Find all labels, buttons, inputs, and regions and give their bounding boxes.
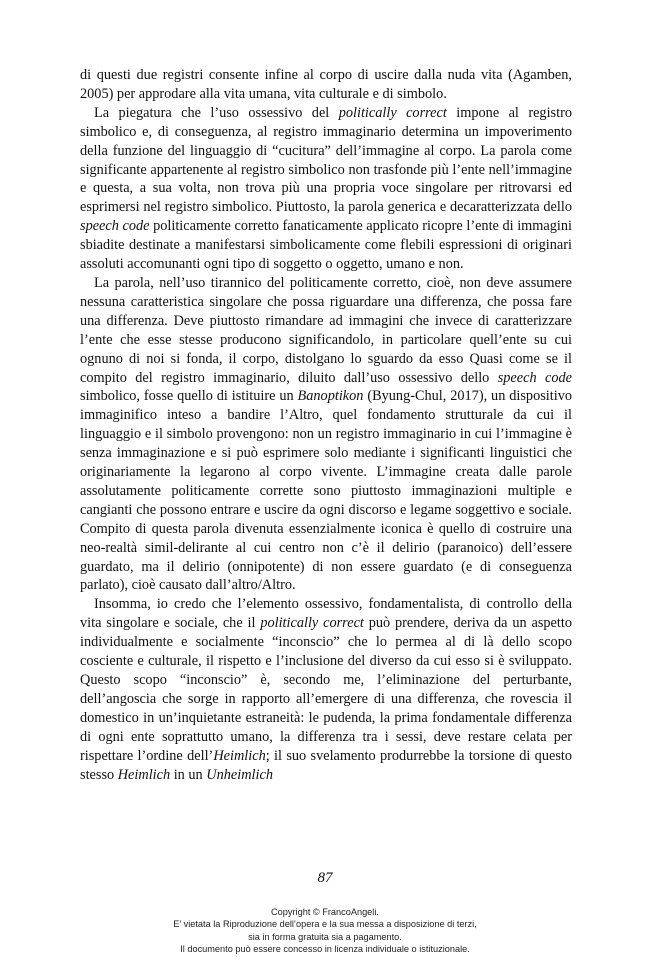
text-run: impone al registro simbolico e, di conseguenza, al registro immaginario determina un impoverimento della funzione del linguaggio di “cucitura” dell’immagine al corpo. La parola come significante appartenente al registro simbolico non trasfonde più l’ente nell’immagine e questa, a sua volta, non trova più una propria voce singolare per ritrovarsi ed esprimersi nel registro simbolico. Piuttosto, la parola generica e decaratterizzata dello bbox=[80, 104, 572, 216]
text-run: Insomma, io credo che l’elemento ossessivo, fondamentalista, di controllo della vita singolare e sociale, che il bbox=[80, 596, 572, 632]
italic-term: Heimlich bbox=[117, 766, 171, 783]
copyright-footer bbox=[0, 906, 650, 956]
italic-term: politically correct bbox=[260, 615, 364, 632]
text-run: politicamente corretto fanaticamente applicato ricopre l’ente di immagini sbiadite destinate a manifestarsi simbolicamente come flebili espressioni di originari assoluti accomunanti ogni tipo di soggetto o oggetto, umano e non. bbox=[80, 218, 572, 273]
italic-term: Unheimlich bbox=[206, 766, 273, 783]
text-run: simbolico, fosse quello di istituire un bbox=[80, 388, 298, 405]
text-run: può prendere, deriva da un aspetto individualmente e socialmente “inconscio” che lo permea al di là dello scopo cosciente e culturale, il rispetto e l’inclusione del diverso da cui esso si è sviluppato. Questo scopo “inconscio” è, secondo me, l’eliminazione del perturbante, dell’angoscia che sorge in rapporto all’emergere di una differenza, che rovescia il domestico in un’inquietante estraneità: le pudenda, la prima fondamentale differenza di ogni ente soprattutto umano, la differenza tra i sessi, deve restare celata per rispettare l’ordine dell’ bbox=[80, 615, 572, 764]
paragraph-1 bbox=[80, 66, 572, 104]
free-or-paid-notice: sia in forma gratuita sia a pagamento. bbox=[248, 931, 402, 942]
italic-term: speech code bbox=[497, 369, 572, 386]
paragraph-4 bbox=[80, 595, 572, 784]
page-number: 87 bbox=[317, 870, 333, 886]
italic-term: Banoptikon bbox=[297, 388, 364, 405]
text-run: (Byung-Chul, 2017), un dispositivo immaginifico inteso a bandire l’Altro, quel fondamento strutturale da cui il linguaggio e il simbolo provengono: non un registro immaginario in cui l’immagine è senza immaginazione e si può esprimere solo mediante i significanti linguistici che originariamente la legarono al corpo vivente. L’immagine creata dalle parole assolutamente politicamente corrette sono piuttosto immaginazioni multiple e cangianti che possono entrare e uscire da ogni discorso e legame soggettivo e sociale. Compito di questa parola divenuta essenzialmente iconica è quello di costruire una neo-realtà simil-delirante al cui centro non c’è il delirio (paranoico) dell’essere guardato, ma il delirio (onnipotente) di non essere guardato (e di conseguenza parlato), cioè causato dall’altro/Altro. bbox=[80, 388, 572, 594]
text-run: La parola, nell’uso tirannico del politicamente corretto, cioè, non deve assumere nessuna caratteristica singolare che possa riguardare una differenza, che possa fare una differenza. Deve piuttosto rimandare ad immagini che invece di caratterizzare l’ente che esse stesse producono significandolo, in particolare quell’ente su cui ognuno di noi si fonda, il corpo, distolgano lo sguardo da esso Quasi come se il compito del registro immaginario, diluito dall’uso ossessivo dello bbox=[80, 274, 572, 386]
body-text bbox=[80, 66, 572, 784]
reproduction-notice: E’ vietata la Riproduzione dell’opera e la sua messa a disposizione di terzi, bbox=[173, 919, 477, 930]
italic-term: speech code bbox=[80, 218, 150, 235]
text-run: ; il suo svelamento produrrebbe la torsione di questo stesso bbox=[80, 747, 573, 783]
text-run: di questi due registri consente infine al corpo di uscire dalla nuda vita (Agamben, 2005) per approdare alla vita umana, vita culturale e di simbolo. bbox=[80, 67, 572, 102]
italic-term: Heimlich bbox=[213, 747, 266, 764]
italic-term: politically correct bbox=[338, 104, 447, 121]
text-run: La piegatura che l’uso ossessivo del bbox=[94, 104, 339, 121]
paragraph-2 bbox=[80, 104, 572, 274]
text-run: in un bbox=[170, 766, 207, 783]
copyright-line: Copyright © FrancoAngeli. bbox=[271, 907, 379, 917]
license-notice: Il documento può essere concesso in licenza individuale o istituzionale. bbox=[180, 944, 470, 955]
paragraph-3 bbox=[80, 274, 572, 595]
